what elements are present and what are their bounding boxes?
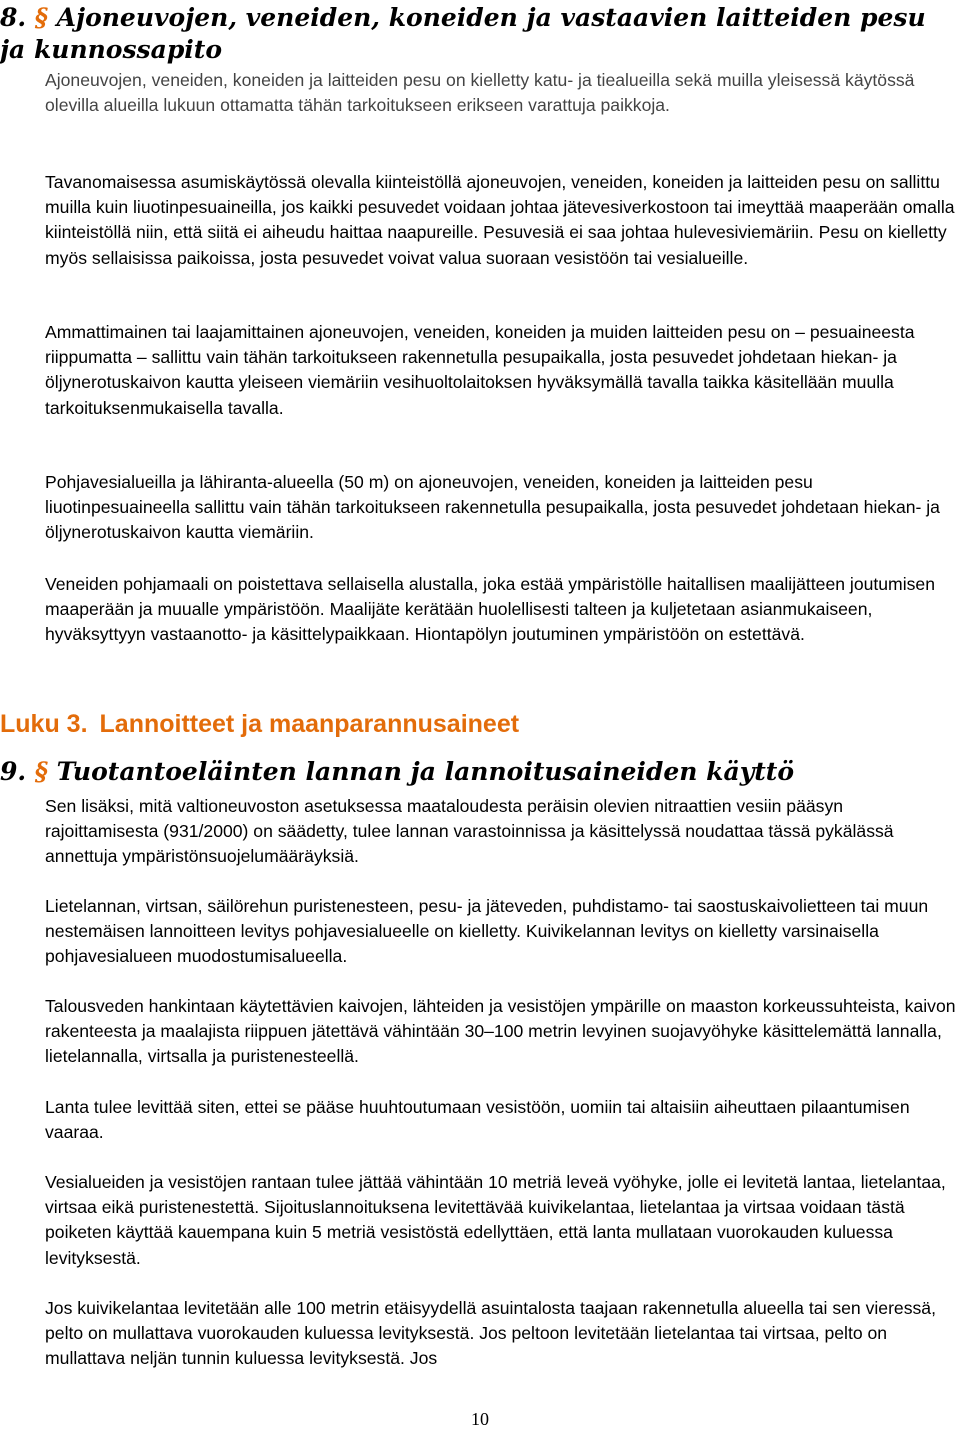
section-9-paragraph: Lietelannan, virtsan, säilörehun puristenesteen, pesu- ja jäteveden, puhdistamo- tai saostuskaivolietteen tai muun nestemäisen lannoitteen levitys pohjavesialueelle on kielletty. Kuivikelannan levitys on kielletty varsinaisella pohjavesialueen muodostumisalueella. [45, 896, 929, 967]
section-8-paragraph: Pohjavesialueilla ja lähiranta-alueella (50 m) on ajoneuvojen, veneiden, koneiden ja laitteiden pesu liuotinpesuaineella sallittu vain tähän tarkoitukseen rakennetulla pesupaikalla, josta pesuvedet johdetaan hiekan- ja öljynerotuskaivon kautta viemäriin. [45, 472, 940, 543]
section-9-paragraph: Lanta tulee levittää siten, ettei se pääse huuhtoutumaan vesistöön, uomiin tai altaisiin aiheuttaen pilaantumisen vaaraa. [45, 1097, 910, 1143]
section-9-paragraph: Talousveden hankintaan käytettävien kaivojen, lähteiden ja vesistöjen ympärille on maaston korkeussuhteista, kaivon rakenteesta ja maalajista riippuen jätettävä vähintään 30–100 metrin levyinen suojavyöhyke käsittelemättä lannalla, lietelannalla, virtsalla ja puristenesteellä. [45, 996, 956, 1067]
page-number: 10 [471, 1409, 489, 1429]
section-9-paragraph: Jos kuivikelantaa levitetään alle 100 metrin etäisyydellä asuintalosta taajaan rakennetulla alueella tai sen vieressä, pelto on mullattava vuorokauden kuluessa levityksestä. Jos peltoon levitetään lietelantaa tai virtsaa, pelto on mullattava neljän tunnin kuluessa levityksestä. Jos [45, 1298, 936, 1369]
section-8-paragraph: Veneiden pohjamaali on poistettava sellaisella alustalla, joka estää ympäristölle haitallisen maalijätteen joutumisen maaperään ja muualle ympäristöön. Maalijäte kerätään huolellisesti talteen ja kuljetetaan asianmukaiseen, hyväksyttyyn vastaanotto- ja käsittelypaikkaan. Hiontapölyn joutuminen ympäristöön on estettävä. [45, 574, 935, 645]
chapter-title: Lannoitteet ja maanparannusaineet [99, 710, 520, 738]
section-8-number: 8. [0, 3, 27, 32]
section-9-heading [0, 756, 945, 788]
section-8-paragraph: Ammattimainen tai laajamittainen ajoneuvojen, veneiden, koneiden ja muiden laitteiden pesu on – pesuaineesta riippumatta – sallittu vain tähän tarkoitukseen rakennetulla pesupaikalla, josta pesuvedet johdetaan hiekan- ja öljynerotuskaivon kautta yleiseen viemäriin vesihuoltolaitoksen hyväksymällä tavalla taikka käsitellään muulla tarkoituksenmukaisella tavalla. [45, 322, 915, 418]
section-8-paragraph: Tavanomaisessa asumiskäytössä olevalla kiinteistöllä ajoneuvojen, veneiden, koneiden ja laitteiden pesu on sallittu muilla kuin liuotinpesuaineilla, jos kaikki pesuvedet voidaan johtaa jätevesiverkostoon tai imeyttää maaperään omalla kiinteistöllä niin, että siitä ei aiheudu haittaa naapureille. Pesuvesiä ei saa johtaa hulevesiviemäriin. Pesu on kielletty myös sellaisissa paikoissa, josta pesuvedet voivat valua suoraan vesistöön tai vesialueille. [45, 172, 955, 268]
section-8-title: Ajoneuvojen, veneiden, koneiden ja vastaavien laitteiden pesu ja kunnossapito [0, 3, 926, 64]
section-9-paragraph: Sen lisäksi, mitä valtioneuvoston asetuksessa maataloudesta peräisin olevien nitraattien vesiin pääsyn rajoittamisesta (931/2000) on säädetty, tulee lannan varastoinnissa ja käsittelyssä noudattaa tässä pykälässä annettuja ympäristönsuojelumääräyksiä. [45, 796, 894, 867]
chapter-number: Luku 3. [0, 710, 88, 738]
chapter-heading [0, 708, 519, 740]
section-symbol: § [34, 3, 48, 32]
section-8-paragraph: Ajoneuvojen, veneiden, koneiden ja laitteiden pesu on kielletty katu- ja tiealueilla sekä muilla yleisessä käytössä olevilla alueilla lukuun ottamatta tähän tarkoitukseen erikseen varattuja paikkoja. [45, 70, 915, 116]
section-9-title: Tuotantoeläinten lannan ja lannoitusaineiden käyttö [56, 757, 794, 786]
section-symbol: § [34, 757, 48, 786]
section-8-heading [0, 2, 945, 66]
section-9-number: 9. [0, 757, 27, 786]
section-9-paragraph: Vesialueiden ja vesistöjen rantaan tulee jättää vähintään 10 metriä leveä vyöhyke, jolle ei levitetä lantaa, lietelantaa, virtsaa eikä puristenestettä. Sijoituslannoituksena levitettävää kuivikelantaa, lietelantaa ja virtsaa voidaan tästä poiketen käyttää kauempana kuin 5 metriä vesistöstä edellyttäen, että lanta mullataan vuorokauden kuluessa levityksestä. [45, 1172, 946, 1268]
